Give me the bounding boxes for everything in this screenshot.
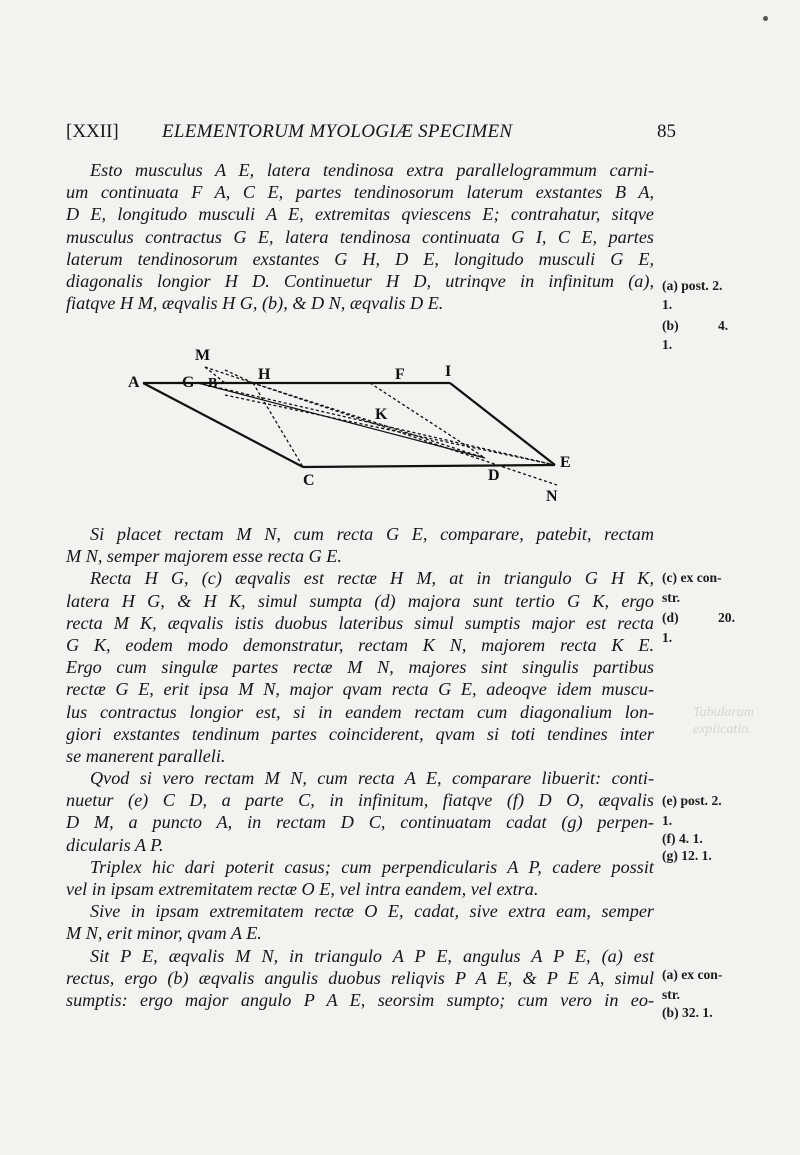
text-line: dicularis A P. [66,834,164,855]
label-K: K [375,406,388,423]
dotted-B-E [225,395,555,465]
paragraph-5 [66,856,654,900]
ink-speck [763,16,768,21]
label-D: D [488,467,500,484]
text-line: musculus contractus G E, latera tendinosa continuata G I, C E, partes [66,226,654,247]
dotted-H-D [253,383,485,458]
margin-note: 4. [718,318,729,333]
main-text-lower [66,523,654,1011]
paragraph-2 [66,523,654,567]
text-line: um continuata F A, C E, partes tendinosorum laterum exstantes B A, [66,182,654,203]
text-line: D M, a puncto A, in rectam D C, continuatam cadat (g) perpen- [66,812,654,833]
text-line: recta M K, æqvalis istis duobus lateribus simul sumptis major est recta [66,612,654,633]
text-line: laterum tendinosorum exstantes G H, D E, longitudo musculi G E, [66,248,654,269]
label-F: F [395,366,405,383]
text-line: vel in ipsam extremitatem rectæ O E, vel intra eandem, vel extra. [66,879,539,899]
paragraph-4 [66,767,654,856]
label-C: C [303,472,315,489]
text-line: diagonalis longior H D. Continuetur H D, utrinqve in infinitum (a), [66,270,654,291]
running-header [66,121,676,147]
label-E: E [560,454,571,471]
label-H: H [258,366,271,383]
text-line: rectæ G E, erit ipsa M N, major qvam recta G E, adeoqve idem muscu- [66,679,654,700]
paragraph-1 [66,159,654,314]
line-A-C [143,383,303,467]
bleed-through-text-2: explicatio. [693,722,752,737]
margin-note: (a) ex con- [662,967,723,982]
label-M: M [195,347,211,364]
margin-note: 1. [662,630,673,645]
text-line: fiatqve H M, æqvalis H G, (b), & D N, æqvalis D E. [66,293,444,314]
text-line: M N, erit minor, qvam A E. [66,923,262,944]
paragraph-3 [66,567,654,767]
text-line: M N, semper majorem esse recta G E. [66,546,342,567]
text-line: Sive in ipsam extremitatem rectæ O E, cadat, sive extra eam, semper [90,901,654,922]
text-line: Ergo cum singulæ partes rectæ M N, majores sint singulis partibus [66,657,654,678]
muscle-geometry-figure [125,340,595,510]
margin-note: (c) ex con- [662,570,722,585]
text-line: Recta H G, (c) æqvalis est rectæ H M, at in triangulo G H K, [90,568,654,589]
margin-note: 1. [662,337,673,352]
label-A: A [128,374,140,391]
label-B: B [208,376,218,391]
margin-note: (b) [662,318,679,333]
running-title: ELEMENTORUM MYOLOGIÆ SPECIMEN [162,121,513,142]
margin-note: str. [662,987,681,1002]
text-line: Triplex hic dari poterit casus; cum perpendicularis A P, cadere possit [90,856,654,877]
text-line: se manerent paralleli. [66,745,226,766]
text-line: D E, longitudo musculi A E, extremitas qviescens E; contrahatur, sitqve [66,204,654,225]
margin-note: str. [662,590,681,605]
paragraph-7 [66,945,654,1012]
section-number: [XXII] [66,121,119,142]
figure-svg [125,340,595,510]
text-line: Sit P E, æqvalis M N, in triangulo A P E, angulus A P E, (a) est [90,945,654,966]
line-C-E [303,465,555,467]
text-line: nuetur (e) C D, a parte C, in infinitum, fiatqve (f) D O, æqvalis [66,790,654,811]
text-line: rectus, ergo (b) æqvalis angulis duobus reliqvis P A E, & P E A, simul [66,967,654,988]
text-line: G K, eodem modo demonstratur, rectam K N, majorem recta K E. [66,634,654,655]
label-I: I [445,363,452,380]
margin-note: (g) 12. 1. [662,848,712,863]
page-number: 85 [657,121,676,142]
margin-note: (b) 32. 1. [662,1005,713,1020]
margin-note: (f) 4. 1. [662,831,703,846]
margin-note: 1. [662,297,673,312]
margin-note: (d) [662,610,679,625]
margin-note: (a) post. 2. [662,278,723,293]
margin-note: 20. [718,610,735,625]
text-line: latera H G, & H K, simul sumpta (d) majora sunt tertio G K, ergo [66,590,654,611]
label-G: G [182,374,195,391]
paragraph-6 [66,900,654,944]
margin-note: (e) post. 2. [662,793,722,808]
bleed-through-text-1: Tabularum [693,705,754,720]
label-N: N [546,488,558,505]
text-line: Qvod si vero rectam M N, cum recta A E, comparare libuerit: conti- [90,768,654,789]
text-line: Si placet rectam M N, cum recta G E, comparare, patebit, rectam [90,524,654,544]
text-line: lus contractus longior est, si in eandem rectam cum diagonalium lon- [66,701,654,722]
margin-note: 1. [662,813,673,828]
text-line: giori exstantes tendinum partes coinciderent, qvam si toti tendines inter [66,723,654,744]
text-line: sumptis: ergo major angulo P A E, seorsim sumpto; cum vero in eo- [66,989,654,1010]
text-line: Esto musculus A E, latera tendinosa extra parallelogrammum carni- [90,160,654,180]
